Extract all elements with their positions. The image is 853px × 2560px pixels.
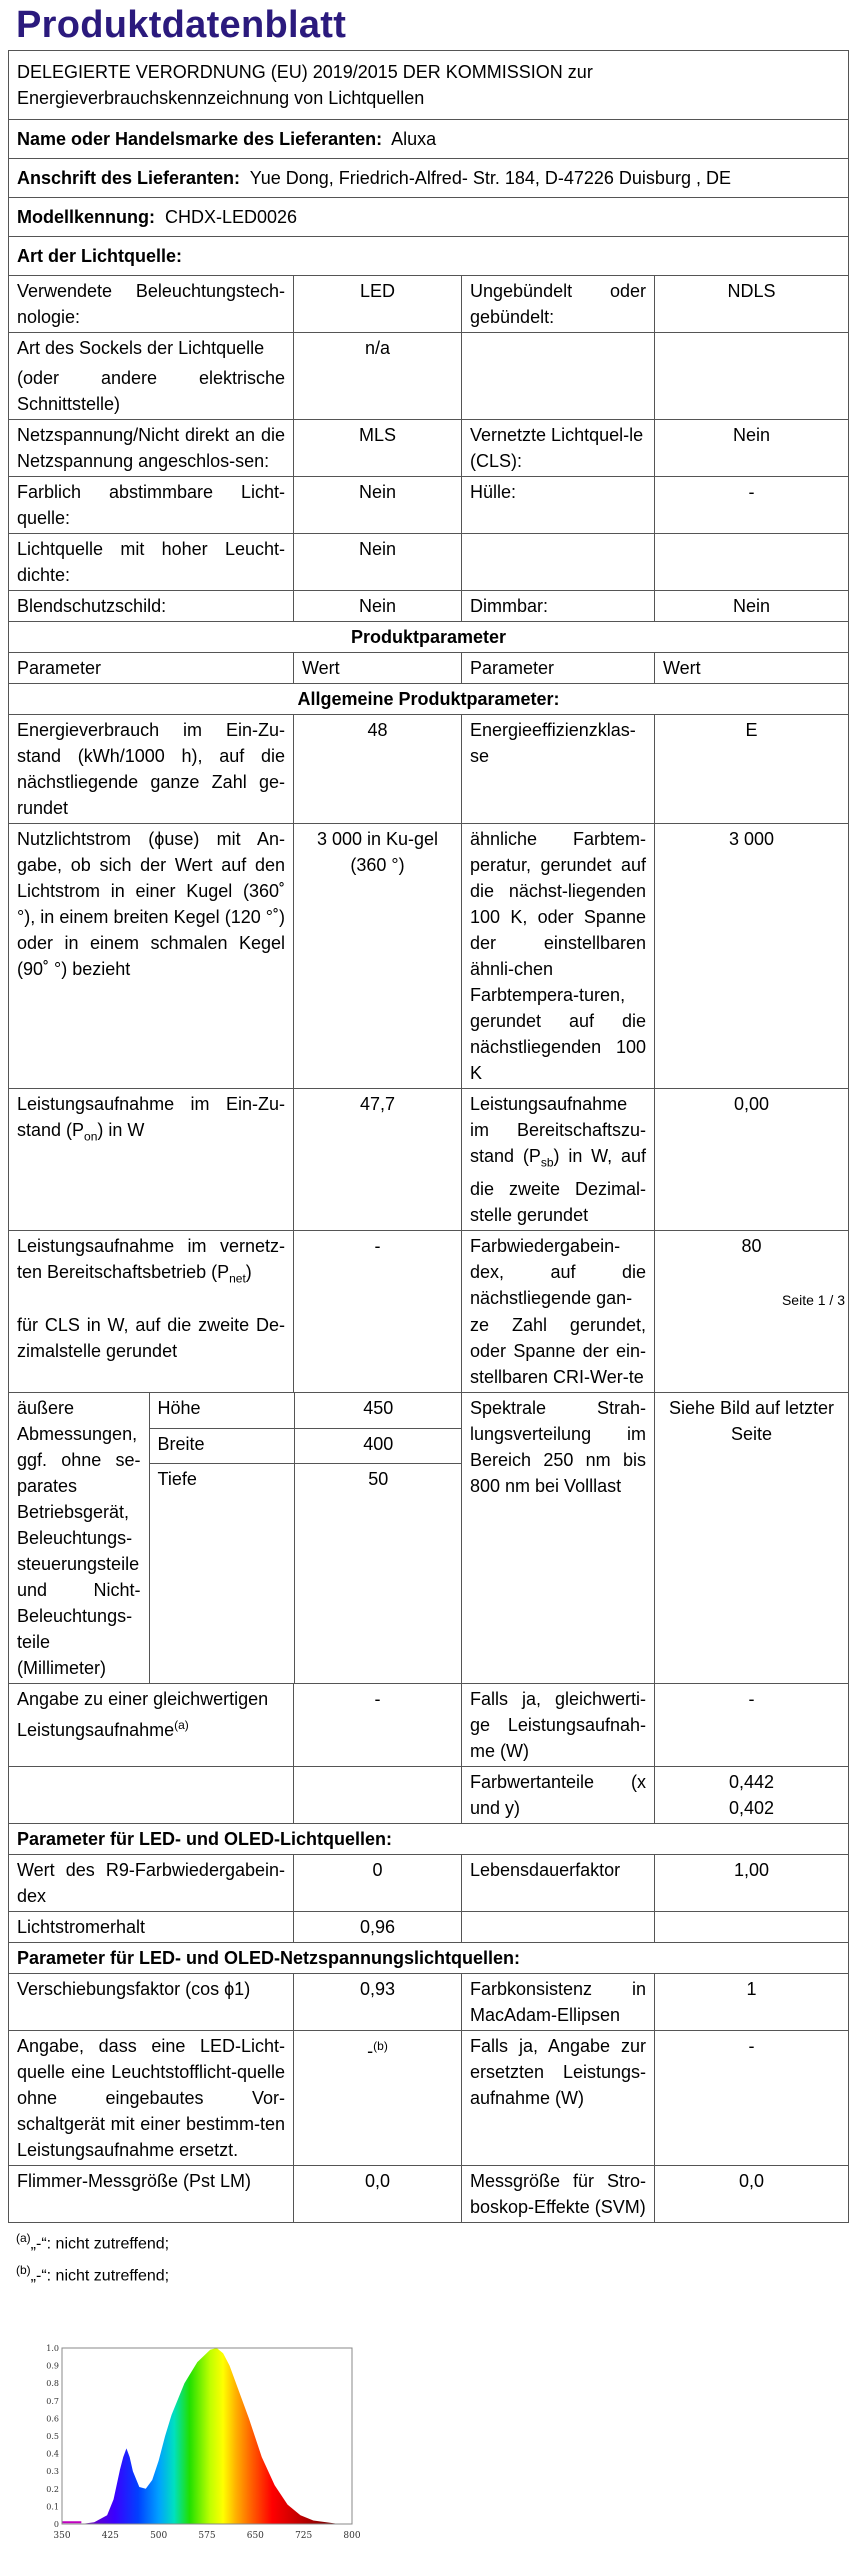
table-row (9, 1855, 849, 1912)
param-label: Farbwiedergabein-dex, auf die nächstliegende gan- (462, 1230, 655, 1313)
param-label: Falls ja, Angabe zur ersetzten Leistungs-aufnahme (W) (462, 2031, 655, 2166)
chroma-y: 0,402 (728, 1798, 775, 1818)
mains-params-header: Parameter für LED- und OLED-Netzspannungslichtquellen: (9, 1943, 849, 1974)
param-value: Nein (655, 591, 849, 622)
page-number: Seite 1 / 3 (781, 1292, 845, 1308)
param-value: 47,7 (294, 1089, 462, 1231)
address-label: Anschrift des Lieferanten: (17, 168, 241, 188)
datasheet-table-page2 (8, 1310, 849, 2223)
param-label (462, 333, 655, 420)
param-label: Angabe, dass eine LED-Licht-quelle eine Leuchtstofflicht-quelle ohne eingebautes Vor-schaltgerät mit einer bestimm-ten Leistungsaufnahme ersetzt. (9, 2031, 294, 2166)
param-value: Nein (294, 591, 462, 622)
footnote-text: „-“: nicht zutreffend; (30, 2235, 170, 2253)
value-text: - (367, 2041, 374, 2061)
param-value: LED (294, 276, 462, 333)
led-params-header: Parameter für LED- und OLED-Lichtquellen: (9, 1824, 849, 1855)
table-row (9, 1393, 849, 1684)
label-sub: sb (540, 1155, 554, 1170)
y-tick-label: 0.4 (46, 2449, 59, 2459)
address-value: Yue Dong, Friedrich-Alfred- Str. 184, D-47226 Duisburg , DE (249, 168, 731, 188)
param-value: - (655, 2031, 849, 2166)
x-tick-label: 575 (198, 2531, 216, 2541)
param-value: Siehe Bild auf letzter Seite (655, 1393, 849, 1684)
x-tick-label: 725 (295, 2531, 313, 2541)
footnote (16, 2225, 169, 2257)
param-value (294, 1310, 462, 1393)
param-value: 0,93 (294, 1974, 462, 2031)
table-row (9, 1089, 849, 1231)
param-value: 48 (294, 715, 462, 824)
param-value: 0,0 (294, 2166, 462, 2223)
supplier-value: Aluxa (391, 129, 437, 149)
label-text: Leistungsaufnahme im Bereitschaftszu-stand (P (470, 1094, 646, 1166)
param-label: für CLS in W, auf die zweite De-zimalstelle gerundet (9, 1310, 294, 1393)
supplier-label: Name oder Handelsmarke des Lieferanten: (17, 129, 383, 149)
label-text: Leistungsaufnahme im Ein-Zu-stand (P (17, 1094, 285, 1140)
product-params-header: Produktparameter (9, 622, 849, 653)
label-text: Angabe zu einer gleichwertigen Leistungsaufnahme (17, 1689, 269, 1740)
param-label (462, 1089, 655, 1231)
col-header-param: Parameter (9, 653, 294, 684)
param-value: 3 000 (655, 824, 849, 1089)
y-tick-label: 0.8 (46, 2379, 59, 2389)
param-value: 0,00 (655, 1089, 849, 1231)
param-label: Lebensdauerfaktor (462, 1855, 655, 1912)
footnote-ref: (a) (174, 1718, 189, 1732)
datasheet-table-page1 (8, 50, 849, 1313)
label-sub: net (229, 1271, 246, 1286)
param-value (655, 1767, 849, 1824)
model-value: CHDX-LED0026 (165, 207, 298, 227)
param-label: ähnliche Farbtem-peratur, gerundet auf die nächst-liegenden 100 K, oder Spanne der einstellbaren ähnli-chen Farbtempera-turen, gerundet auf die nächstliegenden 100 K (462, 824, 655, 1089)
param-value (655, 1912, 849, 1943)
address-row (9, 159, 849, 198)
param-label: ze Zahl gerundet, oder Spanne der ein-stellbaren CRI-Wer-te (462, 1310, 655, 1393)
dimension-value: 450 (294, 1393, 462, 1428)
y-tick-label: 0.7 (46, 2396, 59, 2406)
param-value: Nein (655, 420, 849, 477)
param-label (462, 1912, 655, 1943)
param-label: Lichtquelle mit hoher Leucht-dichte: (9, 534, 294, 591)
param-value (294, 1767, 462, 1824)
page-title: Produktdatenblatt (16, 4, 347, 46)
param-value: Nein (294, 477, 462, 534)
param-label: Ungebündelt oder gebündelt: (462, 276, 655, 333)
param-label: Farblich abstimmbare Licht-quelle: (9, 477, 294, 534)
param-label: Blendschutzschild: (9, 591, 294, 622)
param-value: 0,0 (655, 2166, 849, 2223)
source-type-header: Art der Lichtquelle: (9, 237, 849, 276)
param-value: n/a (294, 333, 462, 420)
param-label: Verwendete Beleuchtungstech-nologie: (9, 276, 294, 333)
param-label-line: (oder andere elektrische Schnittstelle) (17, 368, 285, 414)
model-row (9, 198, 849, 237)
param-value: 1,00 (655, 1855, 849, 1912)
table-row (9, 715, 849, 824)
footnote-mark: (a) (16, 2231, 31, 2245)
param-label: Vernetzte Lichtquel-le (CLS): (462, 420, 655, 477)
y-tick-label: 0 (53, 2520, 59, 2529)
param-value: Nein (294, 534, 462, 591)
table-row (9, 1912, 849, 1943)
table-row (9, 477, 849, 534)
supplier-row (9, 120, 849, 159)
param-label (9, 1089, 294, 1231)
param-label (9, 1230, 294, 1313)
param-label (9, 1767, 294, 1824)
param-value: - (655, 477, 849, 534)
param-value (655, 534, 849, 591)
param-label-line: Art des Sockels der Lichtquelle (17, 338, 265, 358)
y-tick-label: 0.6 (46, 2414, 59, 2424)
table-row (9, 1767, 849, 1824)
dimensions-cell (9, 1393, 462, 1684)
table-row (9, 2031, 849, 2166)
x-axis (53, 2531, 360, 2541)
param-value: NDLS (655, 276, 849, 333)
label-text: ) (245, 1261, 252, 1282)
param-label: Verschiebungsfaktor (cos ϕ1) (9, 1974, 294, 2031)
param-value: 0 (294, 1855, 462, 1912)
param-value (655, 333, 849, 420)
dimension-name: Höhe (149, 1393, 294, 1428)
y-tick-label: 0.3 (46, 2467, 59, 2477)
param-label (462, 534, 655, 591)
footnote (16, 2257, 169, 2289)
param-label: Energieeffizienzklas-se (462, 715, 655, 824)
param-label: Flimmer-Messgröße (Pst LM) (9, 2166, 294, 2223)
y-tick-label: 1.0 (46, 2344, 59, 2353)
param-value: MLS (294, 420, 462, 477)
param-value: - (294, 1230, 462, 1313)
y-axis (46, 2344, 59, 2529)
footnote-ref: (b) (373, 2039, 388, 2053)
footnote-mark: (b) (16, 2263, 31, 2278)
col-header-value: Wert (294, 653, 462, 684)
param-label: Farbkonsistenz in MacAdam-Ellipsen (462, 1974, 655, 2031)
param-label: Farbwertanteile (x und y) (462, 1767, 655, 1824)
col-header-param: Parameter (462, 653, 655, 684)
param-label: Netzspannung/Nicht direkt an die Netzspannung angeschlos-sen: (9, 420, 294, 477)
spectral-distribution-chart (40, 2340, 370, 2550)
x-tick-label: 350 (53, 2531, 71, 2541)
label-text: Leistungsaufnahme im vernetz-ten Bereitschaftsbetrieb (P (17, 1235, 285, 1282)
table-row (9, 1310, 849, 1393)
dimension-name: Breite (149, 1428, 294, 1464)
table-row (9, 824, 849, 1089)
table-row (9, 534, 849, 591)
param-label: Wert des R9-Farbwiedergabein-dex (9, 1855, 294, 1912)
param-value: - (294, 1684, 462, 1767)
table-row (9, 333, 849, 420)
table-row (9, 591, 849, 622)
param-label: Messgröße für Stro-boskop-Effekte (SVM) (462, 2166, 655, 2223)
param-value: 0,96 (294, 1912, 462, 1943)
param-label (9, 1684, 294, 1767)
y-tick-label: 0.2 (46, 2484, 59, 2494)
y-tick-label: 0.9 (46, 2361, 59, 2371)
param-label: Dimmbar: (462, 591, 655, 622)
table-row (9, 420, 849, 477)
dimensions-label: äußere Abmessungen, ggf. ohne se-parates Betriebsgerät, Beleuchtungs-steuerungsteile und Nicht-Beleuchtungs-teile (Millimeter) (9, 1393, 149, 1683)
table-row (9, 1684, 849, 1767)
param-label: Lichtstromerhalt (9, 1912, 294, 1943)
table-row (9, 1230, 849, 1313)
label-sub: on (84, 1129, 98, 1144)
param-value: 3 000 in Ku-gel (360 °) (294, 824, 462, 1089)
x-tick-label: 425 (101, 2531, 119, 2541)
x-tick-label: 500 (150, 2531, 168, 2541)
param-label: Falls ja, gleichwerti-ge Leistungsaufnah-me (W) (462, 1684, 655, 1767)
y-tick-label: 0.5 (46, 2432, 59, 2441)
param-label: Energieverbrauch im Ein-Zu-stand (kWh/1000 h), auf die nächstliegende ganze Zahl ge-rundet (9, 715, 294, 824)
x-tick-label: 650 (246, 2531, 264, 2541)
model-label: Modellkennung: (17, 207, 155, 227)
param-label: Spektrale Strah-lungsverteilung im Bereich 250 nm bis 800 nm bei Volllast (462, 1393, 655, 1684)
param-label: Nutzlichtstrom (ϕuse) mit An-gabe, ob sich der Wert auf den Lichtstrom in einer Kugel (360˚ °), in einem breiten Kegel (120 °˚) oder in einem schmalen Kegel (90˚ °) bezieht (9, 824, 294, 1089)
chroma-x: 0,442 (728, 1772, 775, 1792)
footnote-text: „-“: nicht zutreffend; (30, 2267, 170, 2285)
param-value (655, 1310, 849, 1393)
general-params-header: Allgemeine Produktparameter: (9, 684, 849, 715)
param-value: - (655, 1684, 849, 1767)
dimension-value: 400 (294, 1428, 462, 1464)
label-text: ) in W, auf die zweite Dezimal-stelle gerundet (470, 1146, 646, 1225)
dimension-value: 50 (294, 1464, 462, 1499)
dimension-name: Tiefe (157, 1469, 197, 1490)
label-text: ) in W (97, 1120, 145, 1140)
param-value: 1 (655, 1974, 849, 2031)
regulation-text: DELEGIERTE VERORDNUNG (EU) 2019/2015 DER KOMMISSION zur Energieverbrauchskennzeichnung von Lichtquellen (9, 51, 849, 120)
param-value (294, 2031, 462, 2166)
column-header-row (9, 653, 849, 684)
table-row (9, 276, 849, 333)
table-row (9, 2166, 849, 2223)
x-tick-label: 800 (343, 2531, 361, 2541)
table-row (9, 1974, 849, 2031)
footnotes (16, 2225, 169, 2290)
param-label (9, 333, 294, 420)
param-label: Hülle: (462, 477, 655, 534)
col-header-value: Wert (655, 653, 849, 684)
param-value: E (655, 715, 849, 824)
param-value: 80 (655, 1230, 849, 1313)
y-tick-label: 0.1 (46, 2502, 59, 2512)
